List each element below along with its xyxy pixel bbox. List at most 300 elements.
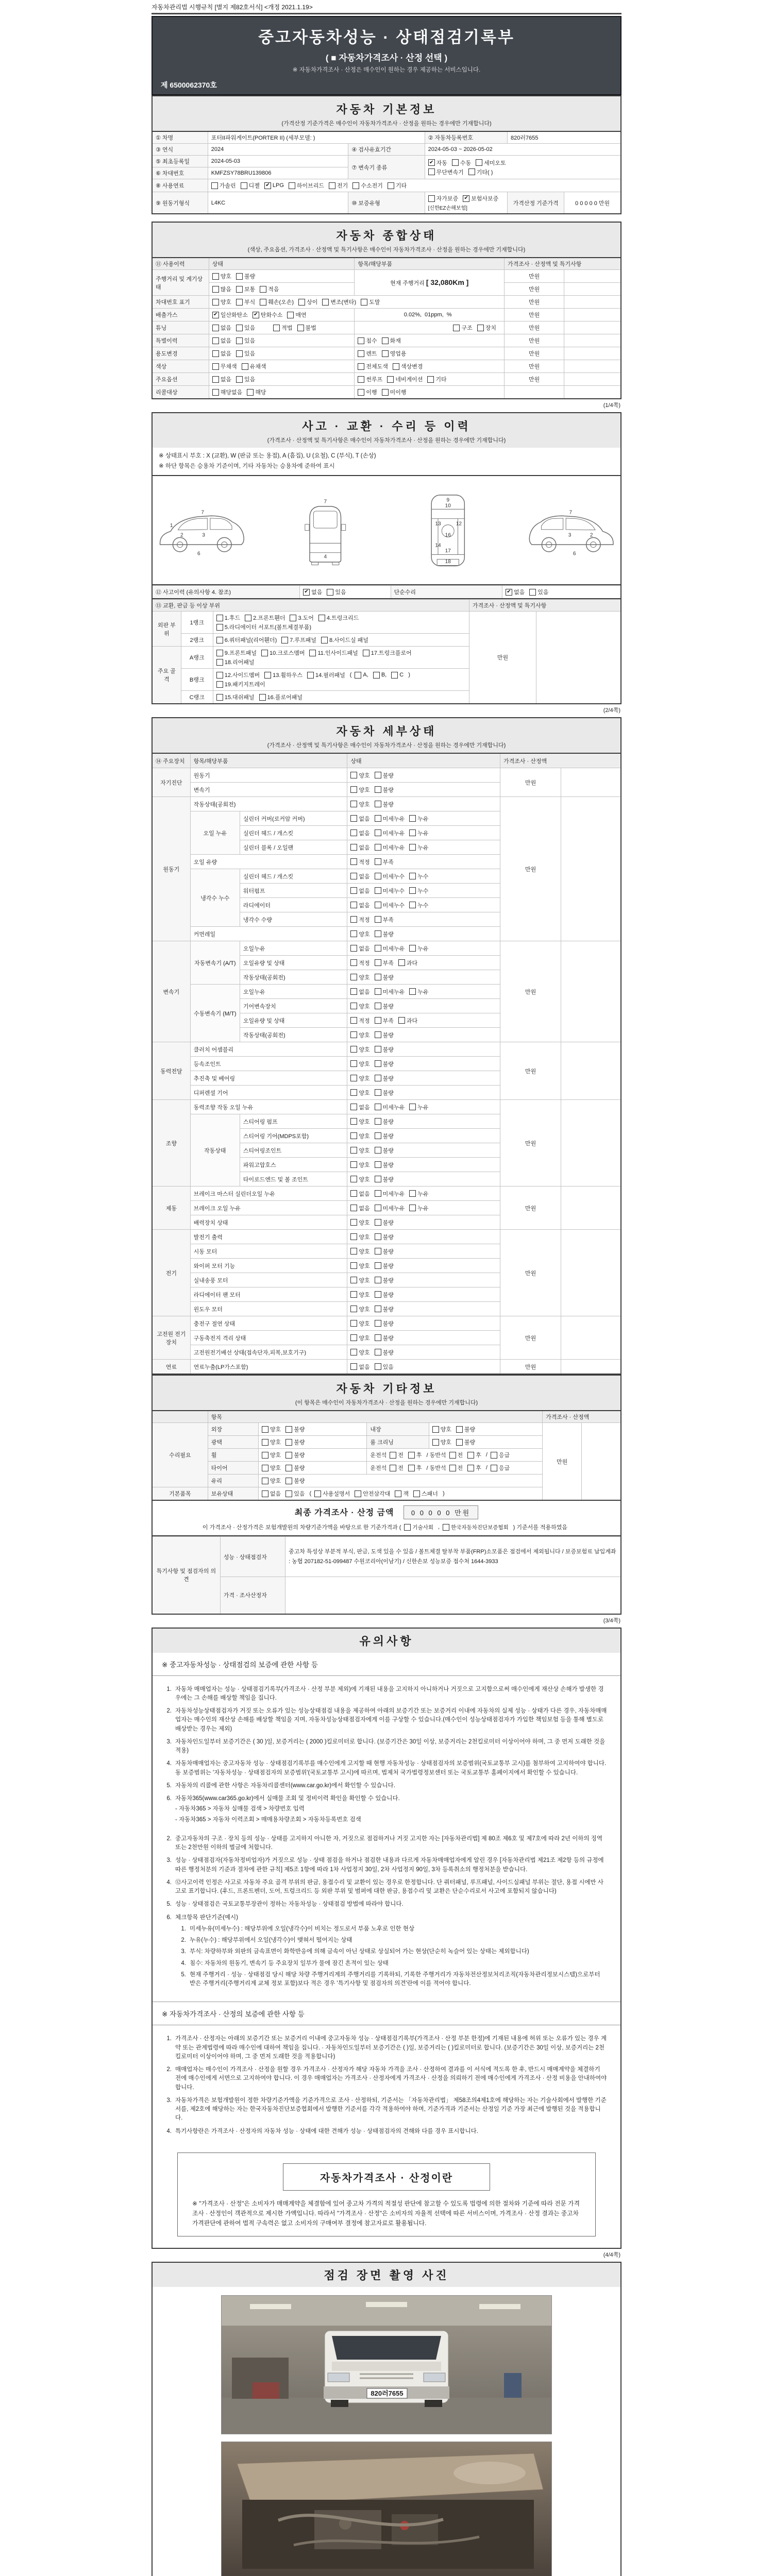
checkbox-unchecked[interactable] (212, 375, 231, 383)
checkbox-unchecked[interactable] (321, 636, 368, 644)
checkbox-unchecked[interactable] (491, 1464, 510, 1472)
checkbox-unchecked[interactable] (350, 973, 369, 981)
checkbox-unchecked[interactable] (375, 1031, 394, 1039)
checkbox-unchecked[interactable] (409, 988, 428, 996)
checkbox-icon (375, 1320, 381, 1327)
checkbox-icon (211, 182, 218, 189)
checkbox-unchecked[interactable] (262, 1477, 281, 1485)
checkbox-unchecked[interactable] (393, 362, 423, 370)
checkbox-icon (350, 1277, 357, 1283)
checkbox-unchecked[interactable] (409, 843, 428, 852)
checkbox-unchecked[interactable] (358, 388, 377, 396)
checkbox-unchecked[interactable] (285, 1425, 305, 1433)
checkbox-unchecked[interactable] (216, 636, 277, 644)
checkbox-unchecked[interactable] (375, 1363, 394, 1371)
checkbox-unchecked[interactable] (350, 1117, 369, 1126)
checkbox-unchecked[interactable] (285, 1438, 305, 1446)
checkbox-unchecked[interactable] (409, 815, 428, 823)
checkbox-unchecked[interactable] (375, 815, 405, 823)
checkbox-unchecked[interactable] (404, 1523, 433, 1531)
checkbox-unchecked[interactable] (375, 1117, 394, 1126)
checkbox-unchecked[interactable] (358, 349, 377, 358)
table-row: C랭크 15.대쉬패널 16.플로어패널 (152, 691, 621, 704)
checkbox-unchecked[interactable] (350, 1291, 369, 1299)
checkbox-unchecked[interactable] (236, 336, 255, 345)
table-cell (347, 797, 500, 811)
checkbox-unchecked[interactable] (322, 298, 356, 306)
checkbox-unchecked[interactable] (327, 588, 346, 596)
checkbox-unchecked[interactable] (236, 349, 255, 358)
checkbox-label: 불법 (305, 325, 316, 331)
checkbox-unchecked[interactable] (375, 973, 394, 981)
checkbox-unchecked[interactable] (363, 649, 412, 657)
checkbox-unchecked[interactable] (350, 901, 369, 909)
checkbox-label: 양호 (220, 274, 231, 280)
checkbox-icon (350, 1003, 357, 1009)
checkbox-icon (303, 589, 310, 596)
checkbox-label: 불량 (382, 1349, 394, 1356)
checkbox-unchecked[interactable] (350, 800, 369, 808)
checkbox-unchecked[interactable] (432, 1425, 451, 1433)
checkbox-unchecked[interactable] (375, 1262, 394, 1270)
checkbox-unchecked[interactable] (350, 1319, 369, 1328)
vin-value: KMFZSY78BRU139806 (208, 167, 348, 179)
checkbox-unchecked[interactable] (456, 1425, 475, 1433)
checkbox-unchecked[interactable] (375, 1348, 394, 1357)
checkbox-checked[interactable] (506, 588, 525, 596)
checkbox-unchecked[interactable] (285, 1489, 305, 1498)
checkbox-icon (375, 1147, 381, 1154)
notice-list (153, 1835, 620, 1995)
checkbox-unchecked[interactable] (375, 916, 394, 924)
checkbox-unchecked[interactable] (375, 1291, 394, 1299)
checkbox-unchecked[interactable] (467, 1464, 481, 1472)
checkbox-unchecked[interactable] (216, 614, 240, 622)
mileage-state-options (209, 270, 355, 283)
checkbox-unchecked[interactable] (375, 1132, 394, 1140)
checkbox-unchecked[interactable] (212, 336, 231, 345)
checkbox-unchecked[interactable] (375, 1276, 394, 1284)
checkbox-icon (352, 182, 359, 189)
checkbox-unchecked[interactable] (262, 1489, 281, 1498)
checkbox-unchecked[interactable] (375, 1305, 394, 1313)
table-cell: 오일유량 및 상태 (240, 1013, 347, 1028)
checkbox-unchecked[interactable] (375, 1016, 394, 1025)
checkbox-unchecked[interactable] (216, 623, 311, 631)
checkbox-unchecked[interactable] (375, 1319, 394, 1328)
checkbox-unchecked[interactable] (375, 1204, 405, 1212)
checkbox-unchecked[interactable] (350, 1204, 369, 1212)
checkbox-unchecked[interactable] (375, 887, 405, 895)
checkbox-unchecked[interactable] (375, 1002, 394, 1010)
checkbox-unchecked[interactable] (375, 771, 394, 779)
checkbox-label: 수소전기 (361, 183, 383, 189)
checkbox-unchecked[interactable] (375, 959, 394, 967)
checkbox-unchecked[interactable] (358, 362, 388, 370)
checkbox-unchecked[interactable] (375, 1074, 394, 1082)
text-token: / 동반석 (426, 1452, 446, 1459)
checkbox-unchecked[interactable] (297, 324, 316, 332)
checkbox-unchecked[interactable] (262, 1451, 281, 1459)
checkbox-unchecked[interactable] (298, 298, 317, 306)
checkbox-unchecked[interactable] (350, 959, 369, 967)
checkbox-unchecked[interactable] (350, 988, 369, 996)
checkbox-unchecked[interactable] (373, 672, 386, 679)
checkbox-unchecked[interactable] (408, 1451, 422, 1459)
checkbox-unchecked[interactable] (350, 1247, 369, 1256)
checkbox-unchecked[interactable] (358, 336, 377, 345)
checkbox-unchecked[interactable] (375, 1089, 394, 1097)
checkbox-icon (375, 786, 381, 793)
checkbox-unchecked[interactable] (453, 324, 472, 332)
checkbox-unchecked[interactable] (216, 680, 265, 688)
checkbox-unchecked[interactable] (350, 930, 369, 938)
checkbox-icon (350, 1233, 357, 1240)
checkbox-unchecked[interactable] (242, 362, 266, 370)
checkbox-unchecked[interactable] (477, 324, 496, 332)
checkbox-unchecked[interactable] (428, 168, 464, 176)
checkbox-checked[interactable] (303, 588, 322, 596)
table-cell: 와이퍼 모터 기능 (190, 1259, 347, 1273)
checkbox-unchecked[interactable] (350, 1089, 369, 1097)
notice-item: 2. 중고자동차의 구조 · 장치 등의 성능 · 상태를 고지하지 아니한 자, 거짓으로 점검하거나 거짓 고지한 자는 [자동차관리법] 제 80조 제6호 및 제7호에 따라 2년 이하의 징역 또는 2천만원 이하의 벌금에 처합니다. (166, 1835, 602, 1851)
checkbox-icon (216, 650, 223, 656)
checkbox-unchecked[interactable] (452, 159, 471, 167)
checkbox-unchecked[interactable] (261, 649, 305, 657)
checkbox-unchecked[interactable] (318, 614, 359, 622)
checkbox-unchecked[interactable] (236, 272, 255, 280)
checkbox-label: 부식 (244, 299, 256, 306)
checkbox-unchecked[interactable] (290, 614, 313, 622)
checkbox-unchecked[interactable] (350, 916, 369, 924)
checkbox-unchecked[interactable] (287, 311, 306, 319)
checkbox-unchecked[interactable] (236, 375, 255, 383)
checkbox-unchecked[interactable] (281, 636, 316, 644)
checkbox-label: 양호 (440, 1439, 451, 1446)
checkbox-unchecked[interactable] (352, 181, 383, 190)
final-price-row (152, 1501, 621, 1536)
page-title: 중고자동차성능 · 상태점검기록부 (258, 28, 515, 46)
checkbox-unchecked[interactable] (409, 1103, 428, 1111)
checkbox-unchecked[interactable] (350, 771, 369, 779)
checkbox-unchecked[interactable] (375, 1045, 394, 1054)
inspection-photos (152, 2287, 621, 2576)
checkbox-unchecked[interactable] (375, 1060, 394, 1068)
checkbox-unchecked[interactable] (409, 901, 428, 909)
checkbox-unchecked[interactable] (236, 298, 255, 306)
checkbox-unchecked[interactable] (467, 1451, 481, 1459)
checkbox-icon (350, 1075, 357, 1081)
checkbox-unchecked[interactable] (409, 872, 428, 880)
notice-subitem: 4. 침수: 자동차의 원동기, 변속기 등 주요장치 일부가 물에 잠긴 흔적이 있는 상태 (181, 1960, 389, 1967)
checkbox-unchecked[interactable] (212, 285, 231, 293)
checkbox-unchecked[interactable] (245, 614, 285, 622)
checkbox-unchecked[interactable] (355, 1489, 390, 1498)
checkbox-label: 양호 (359, 1162, 370, 1168)
checkbox-unchecked[interactable] (350, 1002, 369, 1010)
checkbox-unchecked[interactable] (390, 1464, 404, 1472)
checkbox-unchecked[interactable] (375, 1334, 394, 1342)
checkbox-unchecked[interactable] (350, 1305, 369, 1313)
checkbox-unchecked[interactable] (350, 1233, 369, 1241)
checkbox-unchecked[interactable] (413, 1489, 438, 1498)
checkbox-unchecked[interactable] (355, 672, 368, 679)
checkbox-unchecked[interactable] (449, 1451, 463, 1459)
checkbox-label: 없음 (359, 945, 370, 952)
checkbox-label: 색상변경 (400, 364, 423, 370)
checkbox-unchecked[interactable] (241, 181, 260, 190)
checkbox-unchecked[interactable] (375, 1247, 394, 1256)
checkbox-unchecked[interactable] (260, 285, 279, 293)
checkbox-unchecked[interactable] (375, 829, 405, 837)
table-cell (561, 1100, 621, 1187)
checkbox-unchecked[interactable] (350, 1045, 369, 1054)
table-cell (561, 1187, 621, 1230)
checkbox-unchecked[interactable] (273, 324, 292, 332)
checkbox-icon (398, 1017, 405, 1024)
table-cell: 등속조인트 (190, 1057, 347, 1071)
checkbox-icon (350, 1205, 357, 1211)
table-cell: 냉각수 수량 (240, 912, 347, 927)
section-title: 자동차 기타정보 (336, 1382, 437, 1396)
checkbox-unchecked[interactable] (375, 843, 405, 852)
checkbox-unchecked[interactable] (375, 988, 405, 996)
checkbox-unchecked[interactable] (350, 1262, 369, 1270)
checkbox-unchecked[interactable] (529, 588, 548, 596)
checkbox-unchecked[interactable] (409, 887, 428, 895)
checkbox-icon (350, 801, 357, 807)
checkbox-icon (408, 1465, 415, 1471)
checkbox-label: 불량 (382, 974, 394, 981)
checkbox-unchecked[interactable] (375, 1218, 394, 1227)
checkbox-unchecked[interactable] (285, 1451, 305, 1459)
table-cell (561, 1360, 621, 1375)
checkbox-unchecked[interactable] (350, 829, 369, 837)
checkbox-unchecked[interactable] (350, 1175, 369, 1183)
checkbox-label: 없음 (359, 830, 370, 837)
checkbox-unchecked[interactable] (350, 1363, 369, 1371)
checkbox-unchecked[interactable] (262, 1464, 281, 1472)
checkbox-checked[interactable] (428, 159, 447, 167)
checkbox-unchecked[interactable] (409, 944, 428, 953)
table-cell (347, 1302, 500, 1316)
table-cell (347, 1345, 500, 1360)
checkbox-unchecked[interactable] (236, 285, 255, 293)
checkbox-checked[interactable] (253, 311, 283, 319)
checkbox-unchecked[interactable] (212, 298, 231, 306)
checkbox-unchecked[interactable] (307, 671, 345, 679)
checkbox-unchecked[interactable] (350, 843, 369, 852)
checkbox-unchecked[interactable] (408, 1464, 422, 1472)
checkbox-unchecked[interactable] (375, 786, 394, 794)
checkbox-unchecked[interactable] (476, 159, 506, 167)
checkbox-unchecked[interactable] (211, 181, 236, 190)
checkbox-unchecked[interactable] (398, 959, 417, 967)
checkbox-unchecked[interactable] (456, 1438, 475, 1446)
checkbox-label: 미세누유 (382, 844, 405, 851)
section-title: 자동차 종합상태 (336, 229, 437, 242)
simple-repair-options (502, 586, 621, 599)
checkbox-unchecked[interactable] (212, 362, 237, 370)
checkbox-unchecked[interactable] (358, 375, 382, 383)
checkbox-unchecked[interactable] (212, 349, 231, 358)
checkbox-icon (432, 1439, 439, 1446)
checkbox-unchecked[interactable] (375, 1161, 394, 1169)
checkbox-unchecked[interactable] (216, 658, 255, 666)
checkbox-icon (382, 337, 389, 344)
field-label: 가격산정 기준가격 (507, 192, 564, 214)
table-cell (347, 999, 500, 1013)
checkbox-unchecked[interactable] (387, 375, 423, 383)
notice-subitem: 5. 현재 주행거리 · 성능 · 상태점검 당시 해당 차량 주행거리계의 주행거리를 기록하되, 기록한 주행거리가 자동차전산정보처리조직(자동차관리정보시스템)으로부터 받은 주행거리(주행거리계 교체 정보 포함)보다 적은 경우 '특기사항 및 점검자의 의견'란에 이를 적어야 합니다. (181, 1971, 600, 1987)
checkbox-unchecked[interactable] (375, 901, 405, 909)
checkbox-unchecked[interactable] (375, 1233, 394, 1241)
checkbox-unchecked[interactable] (468, 168, 493, 176)
table-cell: 변속기 (190, 783, 347, 797)
checkbox-label: 불량 (294, 1439, 305, 1446)
checkbox-unchecked[interactable] (350, 858, 369, 866)
checkbox-unchecked[interactable] (409, 829, 428, 837)
checkbox-unchecked[interactable] (216, 693, 255, 701)
emission-values (355, 309, 505, 321)
checkbox-unchecked[interactable] (350, 1132, 369, 1140)
checkbox-icon (375, 945, 381, 952)
checkbox-unchecked[interactable] (350, 786, 369, 794)
checkbox-unchecked[interactable] (212, 272, 231, 280)
checkbox-unchecked[interactable] (212, 324, 231, 332)
checkbox-unchecked[interactable] (382, 388, 407, 396)
notice-subhead: ※ 자동차가격조사 · 산정의 보증에 관한 사항 등 (153, 2002, 620, 2025)
checkbox-unchecked[interactable] (409, 1190, 428, 1198)
checkbox-icon (322, 299, 329, 306)
checkbox-icon (358, 389, 364, 396)
checkbox-unchecked[interactable] (309, 649, 358, 657)
checkbox-label: 변조(변타) (330, 299, 357, 306)
checkbox-unchecked[interactable] (375, 1190, 405, 1198)
notice-item: 4. 자동차매매업자는 중고자동차 성능 · 상태점검기록부를 매수인에게 고지할 때 현행 자동차성능 · 상태점검자의 보증범위(국토교통부 고시)를 첨부하여 고지하여야 합니다. 동 보증범위는 '자동차성능 · 상태점검자의 보증범위'(국토교통부 고시)에 따르며, 법제처 국가법령정보센터 또는 국토교통부 홈페이지에서 확인할 수 있습니다. (166, 1760, 607, 1776)
checkbox-unchecked[interactable] (398, 1016, 417, 1025)
checkbox-checked[interactable] (463, 194, 498, 202)
checkbox-unchecked[interactable] (390, 1451, 404, 1459)
checkbox-unchecked[interactable] (289, 181, 324, 190)
checkbox-unchecked[interactable] (260, 298, 294, 306)
checkbox-unchecked[interactable] (375, 1103, 405, 1111)
checkbox-unchecked[interactable] (350, 1103, 369, 1111)
checkbox-unchecked[interactable] (428, 194, 459, 202)
detail-row (152, 1360, 621, 1375)
checkbox-unchecked[interactable] (375, 930, 394, 938)
section-basic-info-band (152, 95, 621, 131)
checkbox-unchecked[interactable] (350, 1016, 369, 1025)
checkbox-unchecked[interactable] (264, 671, 303, 679)
checkbox-unchecked[interactable] (350, 815, 369, 823)
checkbox-unchecked[interactable] (350, 887, 369, 895)
checkbox-icon (375, 1291, 381, 1298)
checkbox-unchecked[interactable] (285, 1464, 305, 1472)
final-price-note (153, 1522, 620, 1532)
checkbox-icon (236, 299, 243, 306)
checkbox-unchecked[interactable] (212, 388, 243, 396)
checkbox-unchecked[interactable] (375, 944, 405, 953)
checkbox-unchecked[interactable] (350, 872, 369, 880)
checkbox-unchecked[interactable] (285, 1477, 305, 1485)
table-cell: 워터펌프 (240, 884, 347, 898)
checkbox-label: 불량 (382, 1162, 394, 1168)
checkbox-unchecked[interactable] (350, 1161, 369, 1169)
checkbox-unchecked[interactable] (350, 1190, 369, 1198)
checkbox-icon (350, 858, 357, 865)
checkbox-label: 화재 (390, 338, 401, 344)
checkbox-unchecked[interactable] (236, 324, 255, 332)
checkbox-unchecked[interactable] (216, 671, 260, 679)
checkbox-unchecked[interactable] (395, 1489, 409, 1498)
checkbox-unchecked[interactable] (443, 1523, 509, 1531)
checkbox-unchecked[interactable] (216, 649, 257, 657)
checkbox-unchecked[interactable] (350, 1348, 369, 1357)
checkbox-label: LPG (272, 182, 284, 189)
diagram-part-number: 3 (202, 532, 205, 538)
field-label: ② 자동차등록번호 (425, 131, 507, 144)
checkbox-icon (350, 1291, 357, 1298)
checkbox-unchecked[interactable] (262, 1438, 281, 1446)
checkbox-unchecked[interactable] (350, 1218, 369, 1227)
checkbox-unchecked[interactable] (314, 1489, 350, 1498)
section-summary-band (152, 222, 621, 257)
section-title: 자동차 기본정보 (336, 103, 437, 116)
checkbox-unchecked[interactable] (259, 693, 303, 701)
checkbox-icon (476, 159, 482, 166)
checkbox-unchecked[interactable] (350, 1074, 369, 1082)
checkbox-unchecked[interactable] (375, 872, 405, 880)
checkbox-unchecked[interactable] (382, 336, 401, 345)
checkbox-unchecked[interactable] (388, 181, 407, 190)
checkbox-unchecked[interactable] (350, 1276, 369, 1284)
car-name-value: 포터II파워게이트(PORTER II) (세부모델: ) (208, 131, 425, 144)
checkbox-icon (350, 1104, 357, 1110)
checkbox-checked[interactable] (212, 311, 248, 319)
checkbox-unchecked[interactable] (329, 181, 348, 190)
checkbox-unchecked[interactable] (350, 1060, 369, 1068)
checkbox-unchecked[interactable] (350, 944, 369, 953)
checkbox-icon (350, 1190, 357, 1197)
checkbox-unchecked[interactable] (382, 349, 407, 358)
checkbox-unchecked[interactable] (350, 1334, 369, 1342)
table-cell (347, 1100, 500, 1114)
checkbox-unchecked[interactable] (409, 1204, 428, 1212)
checkbox-unchecked[interactable] (375, 1175, 394, 1183)
checkbox-label: 네비게이션 (395, 377, 423, 383)
checkbox-unchecked[interactable] (361, 298, 380, 306)
checkbox-unchecked[interactable] (491, 1451, 510, 1459)
checkbox-icon (216, 624, 223, 631)
checkbox-unchecked[interactable] (247, 388, 266, 396)
checkbox-icon (361, 299, 367, 306)
checkbox-icon (262, 1478, 268, 1484)
checkbox-unchecked[interactable] (375, 858, 394, 866)
checkbox-unchecked[interactable] (350, 1146, 369, 1155)
checkbox-unchecked[interactable] (375, 1146, 394, 1155)
checkbox-unchecked[interactable] (432, 1438, 451, 1446)
checkbox-label: 미세누유 (382, 945, 405, 952)
checkbox-unchecked[interactable] (350, 1031, 369, 1039)
checkbox-checked[interactable] (264, 182, 284, 189)
checkbox-unchecked[interactable] (262, 1425, 281, 1433)
checkbox-unchecked[interactable] (449, 1464, 463, 1472)
checkbox-icon (216, 694, 223, 701)
checkbox-unchecked[interactable] (427, 375, 446, 383)
checkbox-unchecked[interactable] (375, 800, 394, 808)
checkbox-unchecked[interactable] (391, 672, 404, 679)
